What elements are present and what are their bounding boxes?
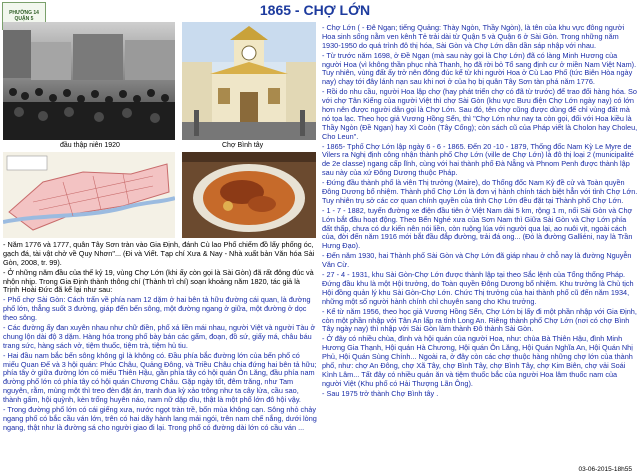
food-image <box>182 152 316 238</box>
left-paragraph: - Hai đầu nam bắc bến sông không gì là không có. Đầu phía bắc đường lớn của bến phố có miếu Quan Đế và 3 hội quán: Phúc Châu, Quảng Đông, và Triều Châu chia đứng hai bên tả hữu; phía tây ở giữa đường lớn có miếu Thiên Hậu, gần phía tây có hội quán Ôn Lăng, đầu phía nam đường phố lớn có phía tây có hội quán Chương Châu. Gặp ngày tốt, đêm trăng, như Tam nguyên, rằm, mùng một thì treo đèn đặt án, tranh đua kỳ xảo trông như ta cây lửa, cầu sao, thành gấm, hội quỳnh, kèn trống huyên náo, nam nữ dập dìu, thật là một phố lớn đô hội vậy. <box>3 350 317 405</box>
left-paragraph: - Ở những năm đầu của thế kỷ 19, vùng Chợ Lớn (khi ấy còn gọi là Sài Gòn) đã rất đông đúc và nhộn nhịp. Trong Gia Định thành thông chí (Thành trì chí) soạn khoảng năm 1820, tác giả là Trịnh Hoài Đức đã kể lại như sau: <box>3 267 314 295</box>
left-text-column <box>3 241 317 474</box>
left-paragraph: - Năm 1776 và 1777, quân Tây Sơn tràn vào Gia Định, đánh Cù lao Phố chiếm đồ lấy phống óc, gạch đá, tài vật chở về Quy Nhơn"... (Đi và Viết. Tạp chí Xưa & Nay - Nhà xuất bản Văn hóa Sài Gòn, 2008, tr. 99). <box>3 241 315 267</box>
page-title: 1865 - CHỢ LỚN <box>259 2 371 18</box>
photo-binh-tay-image <box>182 22 316 140</box>
logo-line-2: QUẬN 5 <box>14 16 34 22</box>
date-stamp: 03-06-2015-18h55 <box>578 466 632 474</box>
photo-crowd-1920 <box>3 22 175 140</box>
left-paragraph: - Phố chợ Sài Gòn: Cách trấn về phía nam 12 dặm ở hai bên tả hữu đường cái quan, là đường phố lớn, thẳng suốt 3 đường, giáp đến bến sông, một đường ngang ở giữa, một đường ở dọc theo sông. <box>3 295 311 323</box>
right-paragraph: - 1 - 7 - 1882, tuyến đường xe điện đầu tiên ở Việt Nam dài 5 km, rộng 1 m, nối Sài Gòn và Chợ Lớn bắt đầu hoạt động. Theo Bến Nghé xưa của Sơn Nam thì Giữa Sài Gòn và Chợ Lớn phía đất thấp, chưa có dư kiến nên nói liền, còn ruộng lúa với người qua lại, ao nuôi vịt, ngoài cách của, đời đến năm 1916 mới bắt đầu đắp đường, trải đá ong... (Đó là đường Galliéni, nay là Trần Hưng Đạo). <box>322 205 633 251</box>
photo-crowd-1920-image <box>3 22 175 140</box>
caption-photo-1: đầu thập niên 1920 <box>60 142 120 149</box>
right-text-column <box>322 24 638 464</box>
right-paragraph: - Kể từ năm 1956, theo học giả Vương Hồng Sển, Chợ Lớn bị lấy đi một phần nhập với Gia Định, còn một phần nhập với Tân An lấp ra tỉnh Long An. Riêng thành phố Chợ Lớn (nơi có chợ Bình Tây ngày nay) thì nhập với Sài Gòn làm thành Đô thành Sài Gòn. <box>322 306 637 334</box>
right-paragraph: - Đến năm 1930, hai Thành phố Sài Gòn và Chợ Lớn đã giáp nhau ở chỗ nay là đường Nguyễn Văn Cừ. <box>322 251 632 270</box>
right-paragraph: - Chợ Lớn ( - Đê Ngạn; tiếng Quảng: Thày Ngòn, Thầy Ngòn), là tên của khu vực đông người Hoa sinh sống nằm ven kênh Tẻ trải dài từ Quận 5 và Quận 6 ở Sài Gòn. Trong những năm 1930-1950 do quá trình đô thị hóa, Sài Gòn và Chợ Lớn dần dần sáp nhập với nhau. <box>322 24 625 50</box>
photo-binh-tay-market <box>182 22 316 140</box>
left-paragraph: - Các đường ấy đan xuyên nhau như chữ điền, phố xá liền mái nhau, người Việt và người Tàu ở chung lộn dài độ 3 dặm. Hàng hóa trong phố bày bán các gấm, đoạn, đồ sứ, giấy má, châu báu trang sức, hàng sách vở, tiệm thuốc, tiệm trà, tiệm hủ tiu. <box>3 323 316 350</box>
right-paragraph: - 1865- Tphố Chợ Lớn lập ngày 6 - 6 - 1865. Đến 20 -10 - 1879, Thống đốc Nam Kỳ Le Myre de Vilers ra Nghị định công nhận thành phố Chợ Lớn (ville de Chợ Lớn) là đô thị loại 2 (municipalité de 2e classe) ngang cấp lĩnh, cùng với hai thành phố Đà Nẵng và Phnom Penh được thành lập sau này của xứ Đông Dương thuộc Pháp. <box>322 141 634 178</box>
right-paragraph: - Rồi do nhu cầu, người Hoa lập chợ (hay phát triển chợ có đã từ trước) để trao đổi hàng hóa. So với chợ Tân Kiểng của người Việt thì chợ Sài Gòn (khu vực Bưu điện Chợ Lớn ngày nay) có lớn hơn nên được người dân gọi là Chợ Lớn. Sau đó, tên chợ cũng được dùng để chỉ vùng đất mà nó tọa lạc. Theo học giả Vương Hồng Sển, thì "Chợ Lớn như nay ta còn gọi, đối với Hoa kiều là Thầy Ngòn (Đề Ngạn) hay Xì Coòn (Tây Cống); còn sách cũ của Pháp viết là Cholon hay Choleu, Cho Leun". <box>322 87 638 141</box>
logo-line-1: PHƯỜNG 14 <box>9 9 39 16</box>
right-paragraph: - Đứng đầu thành phố là viên Thị trưởng (Maire), do Thống đốc Nam Kỳ đề cử và Toàn quyền Đông Dương bổ nhiệm. Thành phố Chợ Lớn là đơn vị hành chính tách biệt hẳn với tỉnh Chợ Lớn. Tuy nhiên trụ sở các cơ quan chính quyền của tỉnh Chợ Lớn đều đặt tại Thành phố Chợ Lớn. <box>322 178 638 205</box>
left-paragraph: - Trong đường phố lớn có cái giếng xưa, nước ngọt tràn trề, bốn mùa không cạn. Sông nhỏ chảy ngang phố có bắc cầu ván lớn, trên có hai dãy hành lang mái ngói, trên nam chế nắng, dưới lòng ngang, thật như là đường sá cho người giao đi lại. Trong phố có đường dài lớn có cầu ván ... <box>3 405 317 432</box>
right-paragraph: - Ở đây có nhiều chùa, đình và hội quán của người Hoa, như: chùa Bà Thiên Hậu, đình Minh Hương Gia Thạnh, Hội quán Hà Chương, Hội quán Ôn Lăng, Hội Quán Nghĩa An, Hội Quán Nhị Phủ, Hội Quán Sùng Chính... Ngoài ra, ở đây còn các chợ thuộc hàng những chợ lớn của thành phố, như: chợ An Đông, chợ Xã Tây, chợ Bình Tây, chợ Bình Tây, chợ Kim Biên, chợ vải Soái Kình Lâm... Tất đây có nhiều quán ăn và tiệm thuốc bắc của người Hoa lâm thuốc nam của người Việt (Khu phố có Hải Thượng Lãn Ông). <box>322 334 633 388</box>
photo-old-map <box>3 152 175 238</box>
photo-food-dish <box>182 152 316 238</box>
caption-photo-2: Chợ Bình tây <box>222 142 264 149</box>
map-image <box>3 152 175 238</box>
right-paragraph: - Từ trước năm 1698, ở Đề Ngạn (mà sau này gọi là Chợ Lớn) đã có làng Minh Hương của người Hoa (vì không thần phục nhà Thanh, họ đã rời bỏ Tổ sang định cư ở miền Nam Việt Nam). Tuy nhiên, vùng đất ấy trở nên đông đúc kể từ khi người Hoa ở Cù Lao Phố (tức Biên Hòa ngày nay) chạy tới đây lánh nạn sau khi nơi ở của họ bị quân Tây Sơn tàn phá năm 1776. <box>322 50 637 87</box>
right-paragraph: - Sau 1975 trở thành Chợ Bình tây . <box>322 388 439 398</box>
right-paragraph: - 27 - 4 - 1931, khu Sài Gòn-Chợ Lớn được thành lập tại theo Sắc lệnh của Tổng thống Pháp. Đứng đầu khu là một Hội trưởng, do Toàn quyền Đông Dương bổ nhiệm. Khu trưởng là Chủ tịch Hội đồng quản lý khu Sài Gòn-Chợ Lớn. Chức Thị trưởng của hai thành phố cũ đến năm 1934, những một số người hành chính chỉ chuyên sang cho Khu trưởng. <box>322 270 634 306</box>
